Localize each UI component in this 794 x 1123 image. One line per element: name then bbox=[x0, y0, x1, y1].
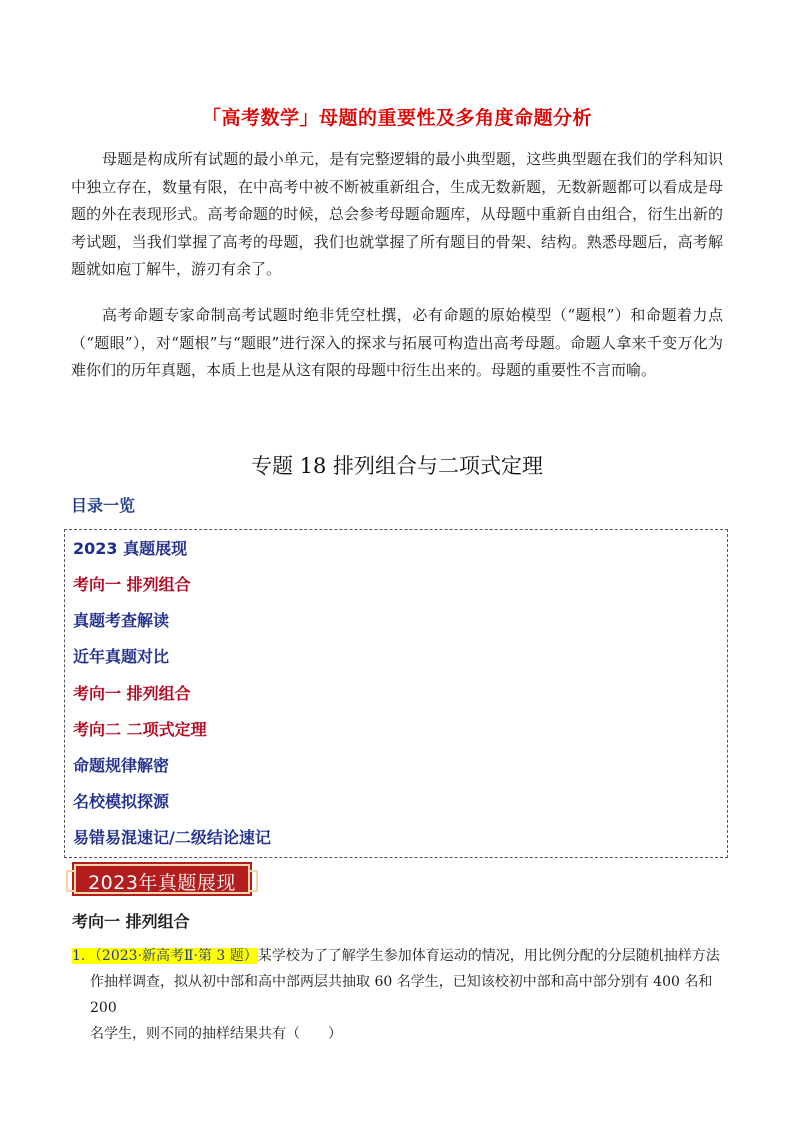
intro-text-1: 母题是构成所有试题的最小单元，是有完整逻辑的最小典型题，这些典型题在我们的学科知识中独立存在，数量有限，在中高考中被不断被重新组合，生成无数新题，无数新题都可以看成是母题的外在表现形式。高考命题的时候，总会参考母题命题库，从母题中重新自由组合，衍生出新的考试题，当我们掌握了高考的母题，我们也就掌握了所有题目的骨架、结构。熟悉母题后，高考解题就如庖丁解牛，游刃有余了。 bbox=[71, 150, 723, 278]
question-1 bbox=[72, 943, 728, 1047]
section-banner bbox=[72, 862, 252, 896]
intro-paragraph-1 bbox=[71, 146, 723, 284]
toc-item-direction-1[interactable]: 考向一 排列组合 bbox=[73, 575, 191, 594]
toc-item-recent-comparison[interactable]: 近年真题对比 bbox=[73, 647, 170, 666]
toc-item-school-mock[interactable]: 名校模拟探源 bbox=[73, 792, 170, 811]
page-title: 「高考数学」母题的重要性及多角度命题分析 bbox=[201, 107, 592, 129]
question-text-line2: 作抽样调查，拟从初中部和高中部两层共抽取 60 名学生，已知该校初中部和高中部分别有 400 名和 200 bbox=[90, 974, 713, 1016]
toc-item-error-notes[interactable]: 易错易混速记/二级结论速记 bbox=[73, 828, 271, 847]
topic-title: 专题 18 排列组合与二项式定理 bbox=[250, 454, 544, 478]
table-of-contents bbox=[64, 529, 728, 858]
question-text-line3: 名学生，则不同的抽样结果共有（ ） bbox=[90, 1026, 342, 1042]
toc-item-pattern-decode[interactable]: 命题规律解密 bbox=[73, 756, 170, 775]
intro-text-2: 高考命题专家命制高考试题时绝非凭空杜撰，必有命题的原始模型（“题根”）和命题着力点（“题眼”），对“题根”与“题眼”进行深入的探求与拓展可构造出高考母题。命题人拿来千变万化为难你们的历年真题，本质上也是从这有限的母题中衍生出来的。母题的重要性不言而喻。 bbox=[71, 306, 723, 379]
section-heading: 考向一 排列组合 bbox=[72, 912, 190, 931]
toc-heading: 目录一览 bbox=[71, 496, 136, 515]
toc-item-2023-exam[interactable]: 2023 真题展现 bbox=[73, 539, 188, 558]
question-source: 1．（2023·新高考Ⅱ·第 3 题） bbox=[72, 948, 258, 964]
intro-paragraph-2 bbox=[71, 302, 723, 385]
banner-label: 2023年真题展现 bbox=[88, 872, 236, 894]
toc-item-exam-analysis[interactable]: 真题考查解读 bbox=[73, 611, 170, 630]
toc-item-direction-1-recent[interactable]: 考向一 排列组合 bbox=[73, 684, 191, 703]
toc-item-direction-2[interactable]: 考向二 二项式定理 bbox=[73, 720, 207, 739]
question-text-line1: 某学校为了了解学生参加体育运动的情况，用比例分配的分层随机抽样方法 bbox=[257, 948, 720, 964]
